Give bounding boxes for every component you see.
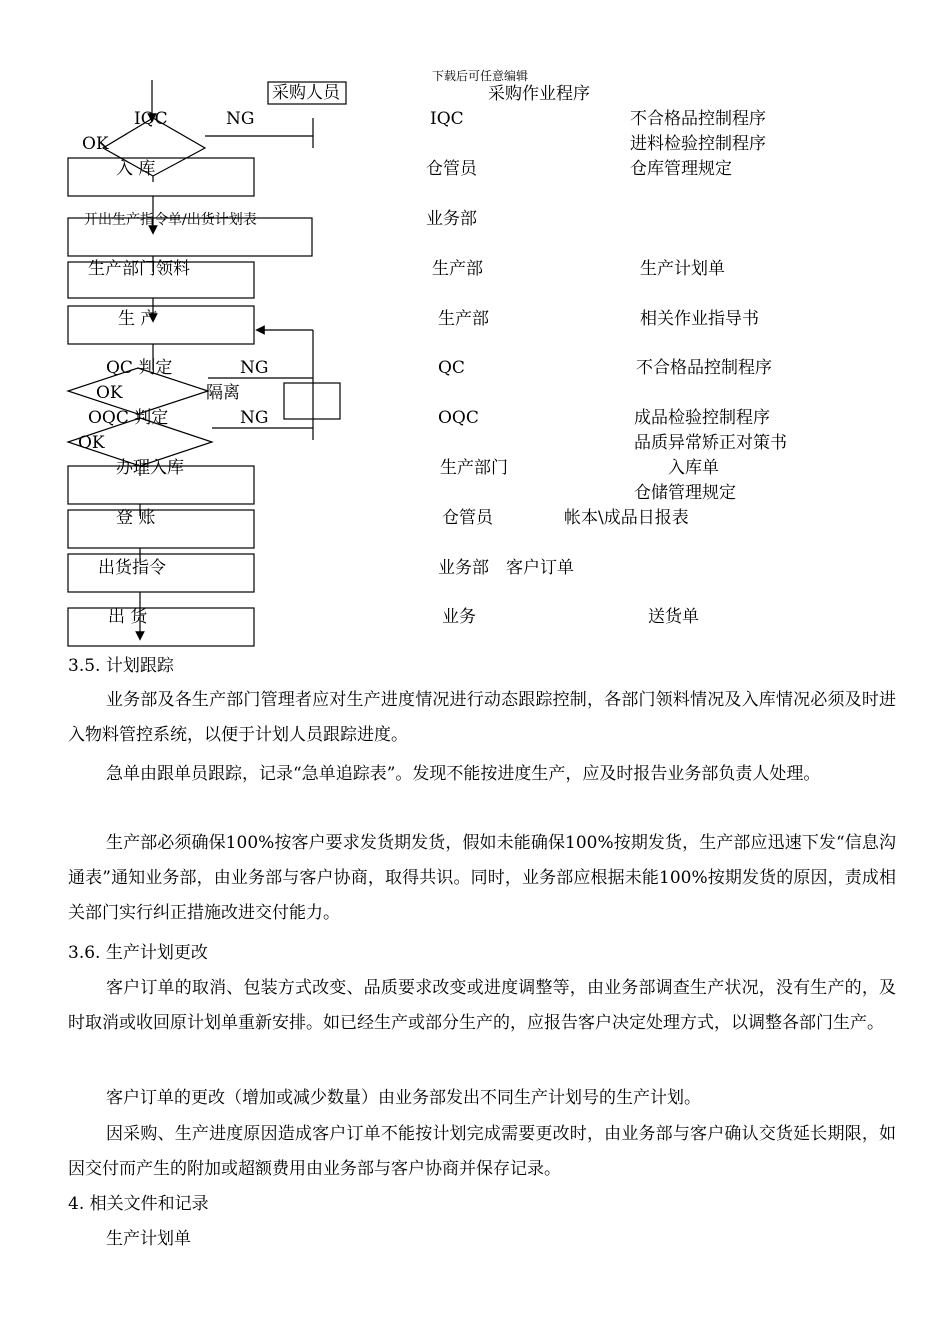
section-3-6-para-2: 客户订单的更改（增加或减少数量）由业务部发出不同生产计划号的生产计划。 [106, 1088, 701, 1108]
prod-plan: 生产计划单 [640, 259, 725, 279]
ng-label-2: NG [240, 358, 269, 378]
section-4-title: 4. 相关文件和记录 [68, 1194, 209, 1214]
qc-judge-label: QC 判定 [106, 358, 173, 378]
box-ship [68, 608, 254, 646]
oqc-dept: OQC [438, 408, 479, 428]
store-doc-2: 仓储管理规定 [634, 483, 736, 503]
sales-dept-1: 业务部 [426, 209, 477, 229]
ng-label-3: NG [240, 408, 269, 428]
store-doc-1: 入库单 [668, 458, 719, 478]
section-3-6-para-3: 因采购、生产进度原因造成客户订单不能按计划完成需要更改时，由业务部与客户确认交货延长期限，如因交付而产生的附加或超额费用由业务部与客户协商并保存记录。 [68, 1124, 896, 1179]
qc-doc: 不合格品控制程序 [636, 358, 772, 378]
oqc-judge-label: OQC 判定 [88, 408, 169, 428]
ship-label: 出 货 [108, 607, 148, 627]
ledger: 帐本\成品日报表 [564, 508, 689, 528]
ok-label-2: OK [96, 383, 123, 403]
section-4-item-1: 生产计划单 [106, 1229, 191, 1249]
warehouse-in-label: 入 库 [116, 159, 156, 179]
box-produce [68, 306, 254, 344]
box-isolate [284, 383, 340, 419]
work-instr: 相关作业指导书 [640, 309, 759, 329]
oqc-doc-1: 成品检验控制程序 [634, 408, 770, 428]
iqc-dept: IQC [430, 109, 464, 129]
register-label: 登 账 [116, 508, 156, 528]
ng-label-1: NG [226, 109, 255, 129]
iqc-label: IQC [134, 109, 168, 129]
iqc-doc-1: 不合格品控制程序 [630, 109, 766, 129]
prod-dept-2: 生产部 [438, 309, 489, 329]
prod-dept-3: 生产部门 [440, 458, 508, 478]
prod-dept-1: 生产部 [432, 259, 483, 279]
iqc-doc-2: 进料检验控制程序 [630, 134, 766, 154]
section-3-6-title: 3.6. 生产计划更改 [68, 943, 208, 963]
qc-dept: QC [438, 358, 465, 378]
keeper-2: 仓管员 [442, 508, 493, 528]
cust-order: 客户订单 [506, 558, 574, 578]
produce-label: 生 产 [118, 309, 158, 329]
section-3-5-para-1: 业务部及各生产部门管理者应对生产进度情况进行动态跟踪控制，各部门领料情况及入库情况必须及时进入物料管控系统，以便于计划人员跟踪进度。 [68, 690, 896, 745]
section-3-5-para-3: 生产部必须确保100%按客户要求发货期发货，假如未能确保100%按期发货，生产部应迅速下发“信息沟通表”通知业务部，由业务部与客户协商，取得共识。同时，业务部应根据未能100%按期发货的原因，责成相关部门实行纠正措施改进交付能力。 [68, 833, 896, 923]
section-3-5-para-2: 急单由跟单员跟踪，记录“急单追踪表”。发现不能按进度生产，应及时报告业务部负责人处理。 [106, 764, 821, 784]
isolate-label: 隔离 [206, 383, 240, 403]
material-pick-label: 生产部门领料 [88, 259, 190, 279]
oqc-doc-2: 品质异常矫正对策书 [634, 433, 787, 453]
header-note: 下载后可任意编辑 [432, 69, 529, 83]
purchase-proc: 采购作业程序 [488, 84, 590, 104]
section-3-6-para-1: 客户订单的取消、包装方式改变、品质要求改变或进度调整等，由业务部调查生产状况，没有生产的，及时取消或收回原计划单重新安排。如已经生产或部分生产的，应报告客户决定处理方式，以调整各部门生产。 [68, 978, 896, 1033]
ok-label-1: OK [82, 134, 109, 154]
purchaser-label: 采购人员 [272, 83, 340, 103]
store-in-label: 办理入库 [116, 458, 184, 478]
sales: 业务 [442, 607, 476, 627]
box-register [68, 510, 254, 548]
warehouse-rule: 仓库管理规定 [630, 159, 732, 179]
sales-dept-2: 业务部 [438, 558, 489, 578]
keeper-1: 仓管员 [426, 159, 477, 179]
section-3-5-title: 3.5. 计划跟踪 [68, 656, 174, 676]
delivery-note: 送货单 [648, 607, 699, 627]
issue-order-label: 开出生产指令单/出货计划表 [84, 212, 257, 228]
ship-order-label: 出货指令 [98, 558, 166, 578]
box-warehouse-in [68, 158, 254, 196]
ok-label-3: OK [78, 433, 105, 453]
